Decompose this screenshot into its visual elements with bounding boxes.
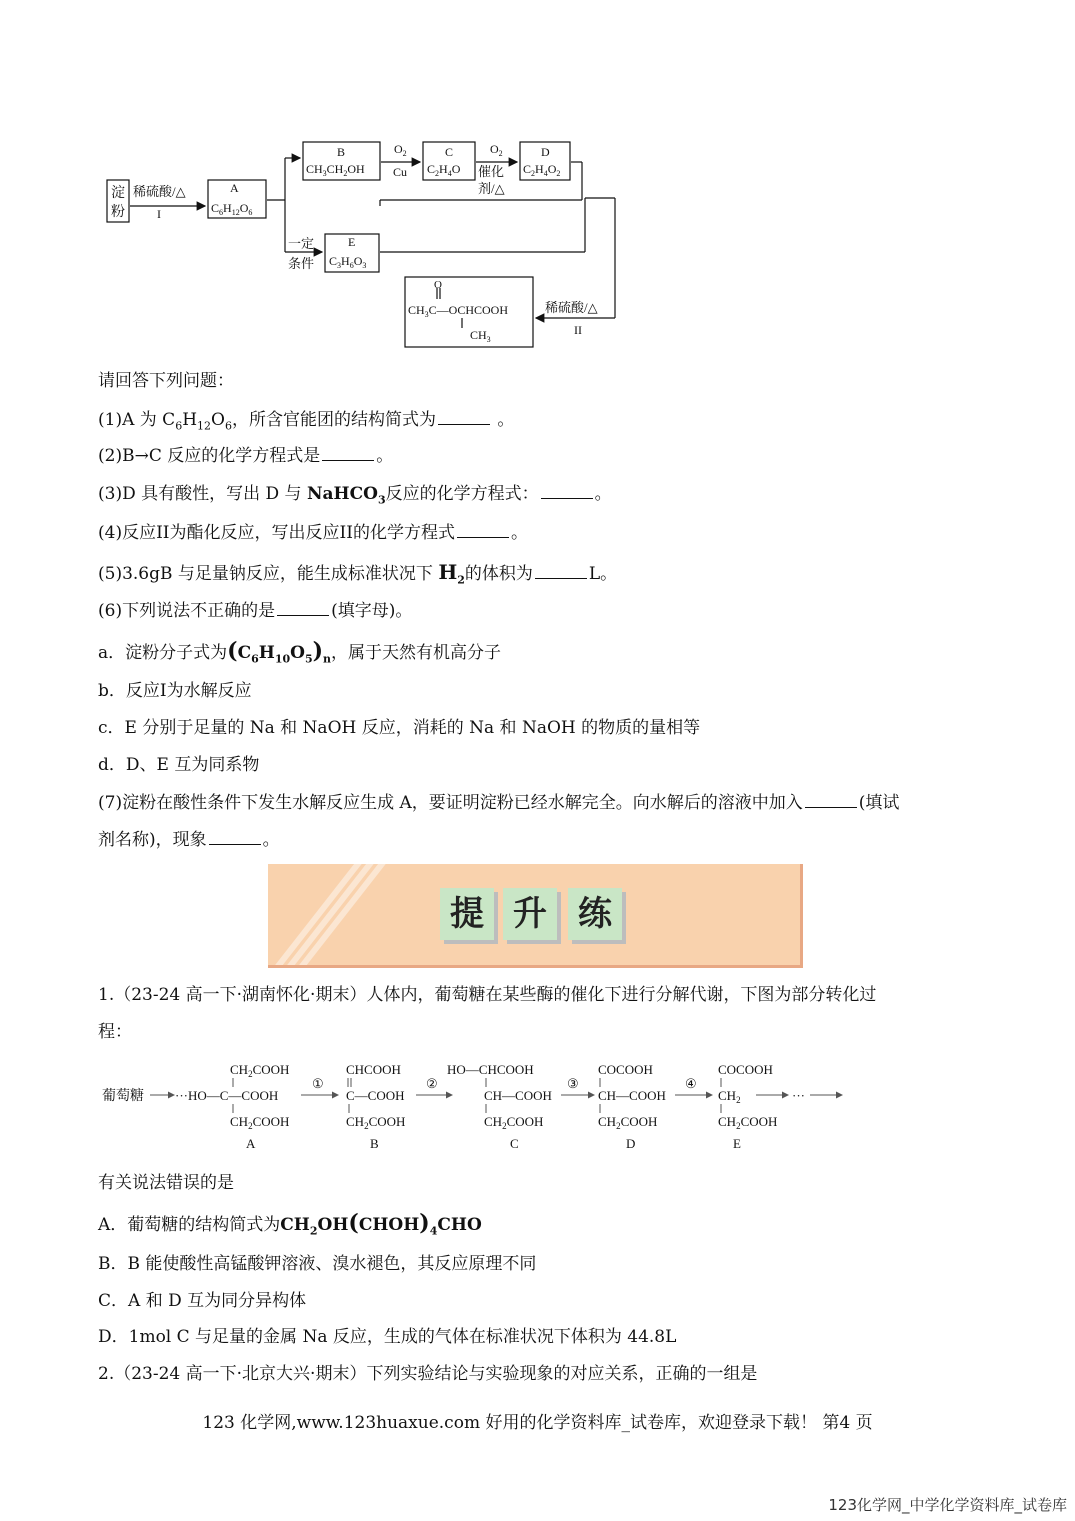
step-ae-condition-2: 条件 (288, 256, 315, 271)
problem-2-stem: 2.（23-24 高一下·北京大兴·期末）下列实验结论与实验现象的对应关系，正确的一组是 (98, 1364, 758, 1384)
question-6-option-c: c．E 分别于足量的 Na 和 NaOH 反应，消耗的 Na 和 NaOH 的物质的量相等 (98, 718, 701, 738)
banner-char-3: 练 (568, 888, 622, 940)
step2-condition: 稀硫酸/△ (545, 300, 598, 315)
compound-c-formula: $C_2H_4O$ (427, 162, 461, 178)
banner-char-2: 升 (503, 888, 557, 940)
ester-methyl: $CH_3$ (470, 328, 491, 344)
answer-blank-1[interactable] (438, 408, 490, 425)
starch-formula: $(C_6H_{10}O_5)_n$ (227, 638, 332, 666)
step1-number: I (157, 207, 161, 221)
compound-b-name: B (337, 145, 346, 159)
trailing-dots: ··· (792, 1088, 805, 1103)
mol-e-top: COCOOH (718, 1062, 773, 1077)
mol-d-label: D (626, 1136, 636, 1151)
mol-c-top: HO—CHCOOH (447, 1062, 534, 1077)
step-cd-catalyst-2: 剂/△ (478, 181, 505, 196)
question-7-cont: 剂名称)，现象 。 (98, 830, 280, 850)
compound-e-name: E (348, 235, 356, 249)
question-4: (4)反应II为酯化反应，写出反应II的化学方程式 。 (98, 523, 528, 543)
banner-char-1: 提 (440, 888, 494, 940)
compound-d-name: D (541, 145, 550, 159)
problem-1-stem-cont: 程： (98, 1022, 132, 1042)
starch-label-2: 粉 (111, 205, 125, 220)
problem-1-option-c: C．A 和 D 互为同分异构体 (98, 1291, 307, 1311)
step-cd-oxygen: $O_2$ (490, 142, 503, 158)
question-7: (7)淀粉在酸性条件下发生水解反应生成 A，要证明淀粉已经水解完全。向水解后的溶液中加入 (填试 (98, 793, 900, 813)
mol-c-mid: CH—COOH (484, 1088, 552, 1103)
mol-e-mid: $CH_2$ (718, 1088, 741, 1105)
question-6-option-d: d．D、E 互为同系物 (98, 755, 260, 775)
ester-formula: $CH_3C—OCHCOOH$ (408, 303, 509, 319)
mol-b-bot: $CH_2COOH$ (346, 1114, 406, 1131)
section-banner (268, 864, 803, 968)
mol-a-mid: ···HO—C—COOH (175, 1088, 279, 1103)
answer-blank-2[interactable] (322, 444, 374, 461)
compound-c-name: C (445, 145, 454, 159)
compound-d-formula: $C_2H_4O_2$ (523, 162, 561, 178)
mol-a-top: $CH_2COOH$ (230, 1062, 290, 1079)
step1-condition: 稀硫酸/△ (133, 184, 186, 199)
compound-a-name: A (230, 181, 239, 195)
questions-intro: 请回答下列问题： (98, 371, 234, 391)
ester-carbonyl-o: O (434, 279, 442, 291)
mol-d-mid: CH—COOH (598, 1088, 666, 1103)
step-ae-condition-1: 一定 (288, 236, 315, 251)
watermark: 123化学网_中学化学资料库_试卷库 (828, 1496, 1067, 1514)
mol-e-bot: $CH_2COOH$ (718, 1114, 778, 1131)
question-2: (2)B→C 反应的化学方程式是 。 (98, 446, 394, 466)
question-6-option-b: b．反应I为水解反应 (98, 681, 252, 701)
mol-b-label: B (370, 1136, 379, 1151)
step2-number: II (574, 323, 582, 337)
question-5: (5)3.6gB 与足量钠反应，能生成标准状况下 $H_2$的体积为 L。 (98, 560, 618, 587)
glucose-formula: $CH_2OH(CHOH)_4CHO$ (280, 1210, 482, 1238)
step-bc-oxygen: $O_2$ (394, 142, 407, 158)
step-4-label: ④ (685, 1076, 697, 1091)
mol-e-label: E (733, 1136, 741, 1151)
question-3: (3)D 具有酸性，写出 D 与 NaHCO$_3$反应的化学方程式： 。 (98, 484, 612, 507)
answer-blank-3[interactable] (541, 482, 593, 499)
mol-d-bot: $CH_2COOH$ (598, 1114, 658, 1131)
problem-1-option-d: D．1mol C 与足量的金属 Na 反应，生成的气体在标准状况下体积为 44.8L (98, 1327, 677, 1347)
step-cd-catalyst-1: 催化 (478, 164, 505, 179)
mol-a-label: A (246, 1136, 256, 1151)
mol-b-top: CHCOOH (346, 1062, 401, 1077)
answer-blank-5[interactable] (535, 562, 587, 579)
step-3-label: ③ (567, 1076, 579, 1091)
question-1: (1)A 为 $C_6H_{12}O_6$，所含官能团的结构简式为 。 (98, 410, 515, 433)
problem-1-stem: 1.（23-24 高一下·湖南怀化·期末）人体内，葡萄糖在某些酶的催化下进行分解代谢，下图为部分转化过 (98, 985, 877, 1005)
step-bc-catalyst: Cu (393, 165, 408, 179)
answer-blank-4[interactable] (457, 521, 509, 538)
glucose-label: 葡萄糖 (102, 1089, 144, 1104)
page-footer: 123 化学网,www.123huaxue.com 好用的化学资料库_试卷库，欢迎登录下载！ 第4 页 (202, 1413, 873, 1433)
mol-a-bot: $CH_2COOH$ (230, 1114, 290, 1131)
step-2-label: ② (426, 1076, 438, 1091)
reaction-flow-diagram (100, 136, 630, 354)
starch-label-1: 淀 (111, 186, 125, 201)
problem-1-question: 有关说法错误的是 (98, 1173, 234, 1193)
compound-a-formula: $C_6H_{12}O_6$ (211, 201, 253, 217)
answer-blank-7a[interactable] (805, 791, 857, 808)
answer-blank-6[interactable] (277, 599, 329, 616)
question-6: (6)下列说法不正确的是 (填字母)。 (98, 601, 413, 621)
problem-1-option-a: A．葡萄糖的结构简式为$CH_2OH(CHOH)_4CHO$ (98, 1210, 482, 1238)
mol-c-label: C (510, 1136, 519, 1151)
glucose-metabolism-diagram (100, 1058, 850, 1154)
answer-blank-7b[interactable] (209, 828, 261, 845)
mol-d-top: COCOOH (598, 1062, 653, 1077)
step-1-label: ① (312, 1076, 324, 1091)
compound-b-formula: $CH_3CH_2OH$ (306, 162, 365, 178)
compound-e-formula: $C_3H_6O_3$ (329, 254, 367, 270)
mol-b-mid: C—COOH (346, 1088, 405, 1103)
problem-1-option-b: B．B 能使酸性高锰酸钾溶液、溴水褪色，其反应原理不同 (98, 1254, 537, 1274)
question-6-option-a: a．淀粉分子式为$(C_6H_{10}O_5)_n$，属于天然有机高分子 (98, 638, 502, 666)
mol-c-bot: $CH_2COOH$ (484, 1114, 544, 1131)
